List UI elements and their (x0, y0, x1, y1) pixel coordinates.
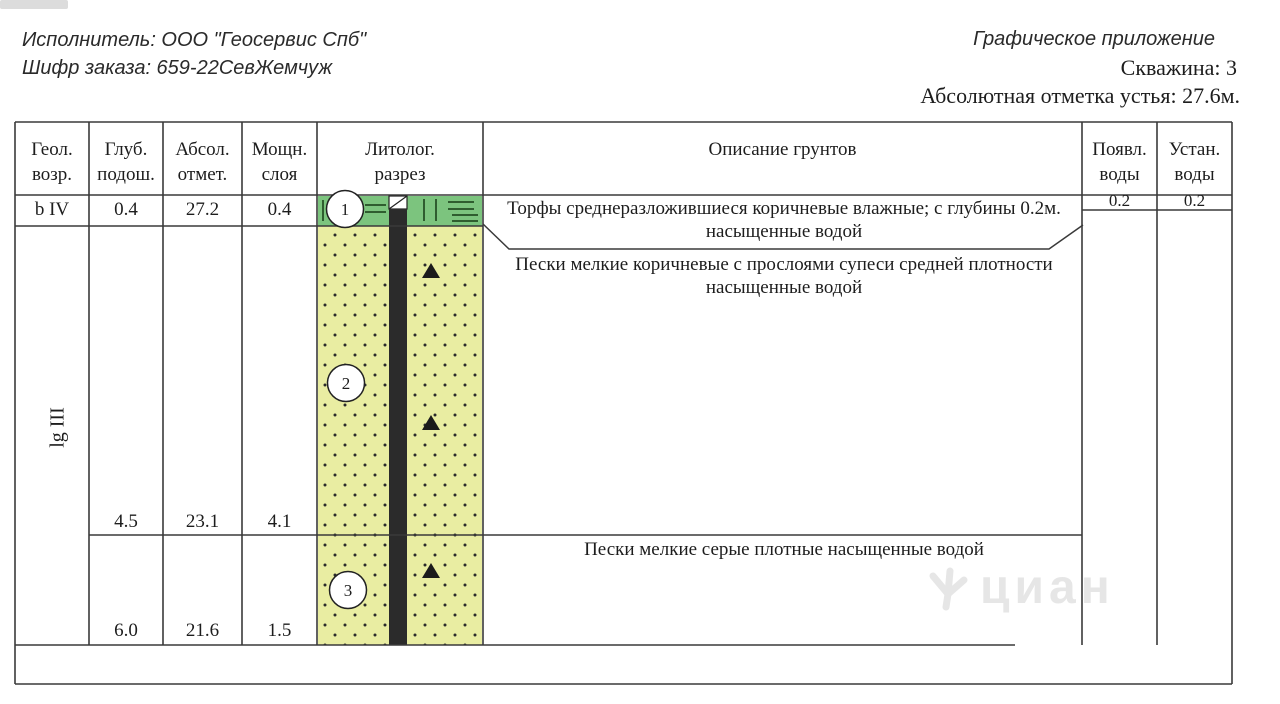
header-abs-line1: Абсол. (175, 139, 230, 160)
layer1-abs-mark: 27.2 (185, 199, 220, 220)
header-cell-abs-mark (163, 130, 242, 188)
header-water-appear-line1: Появл. (1092, 139, 1147, 160)
layer3-number: 3 (343, 581, 353, 600)
header-cell-geol-age (15, 130, 89, 188)
header-water-establish-line1: Устан. (1168, 139, 1221, 160)
layer2-geol-age: lg III (46, 407, 69, 448)
executor-line: Исполнитель: ООО "Геосервис Спб" (22, 29, 367, 51)
cian-watermark (926, 560, 1115, 615)
layer1-description: Торфы среднеразложившиеся коричневые влажные; с глубины 0.2м. насыщенные водой (507, 198, 1061, 242)
header-description-line1: Описание грунтов (708, 139, 857, 160)
elevation-title: Абсолютная отметка устья: 27.6м. (920, 83, 1240, 108)
water-establish-value: 0.2 (1183, 191, 1206, 210)
borehole-title: Скважина: 3 (1120, 55, 1237, 80)
layer1-thickness: 0.4 (267, 199, 292, 220)
header-water-appear-line2: воды (1099, 164, 1140, 185)
header-water-establish-line2: воды (1174, 164, 1215, 185)
layer3-bottom-depth: 6.0 (114, 620, 138, 641)
borehole-column (389, 209, 407, 645)
header-cell-water-establish (1157, 130, 1232, 188)
header-litho-line1: Литолог. (365, 139, 435, 160)
header-thickness-line2: слоя (261, 164, 298, 185)
layer2-thickness: 4.1 (267, 511, 292, 532)
header-litho-line2: разрез (374, 164, 426, 185)
layer2-number: 2 (341, 374, 351, 393)
layer2-description: Пески мелкие коричневые с прослоями супеси средней плотности насыщенные водой (515, 254, 1053, 298)
layer1-geol-age: b IV (34, 199, 70, 220)
water-appear-value: 0.2 (1108, 191, 1131, 210)
header-depth-line1: Глуб. (104, 139, 148, 160)
header-depth-line2: подош. (97, 164, 155, 185)
appendix-title: Графическое приложение (973, 28, 1215, 50)
header-thickness-line1: Мощн. (251, 139, 308, 160)
header-geol-line2: возр. (31, 164, 73, 185)
order-code-line: Шифр заказа: 659-22СевЖемчуж (22, 57, 333, 79)
header-cell-thickness (242, 130, 317, 188)
header-geol-line1: Геол. (31, 139, 73, 160)
layer2-abs-mark: 23.1 (185, 511, 220, 532)
layer2-bottom-depth: 4.5 (114, 511, 138, 532)
layer3-abs-mark: 21.6 (185, 620, 220, 641)
header-cell-description (483, 130, 1082, 188)
header-cell-bottom-depth (89, 130, 163, 188)
cian-watermark-text: циан (980, 561, 1115, 614)
header-cell-water-appear (1082, 130, 1157, 188)
layer1-number: 1 (340, 200, 350, 219)
header-abs-line2: отмет. (177, 164, 228, 185)
layer3-description: Пески мелкие серые плотные насыщенные водой (584, 539, 984, 560)
header-cell-lithology (317, 130, 483, 188)
layer3-thickness: 1.5 (267, 620, 292, 641)
cian-logo-icon (926, 564, 970, 612)
layer1-bottom-depth: 0.4 (114, 199, 138, 220)
